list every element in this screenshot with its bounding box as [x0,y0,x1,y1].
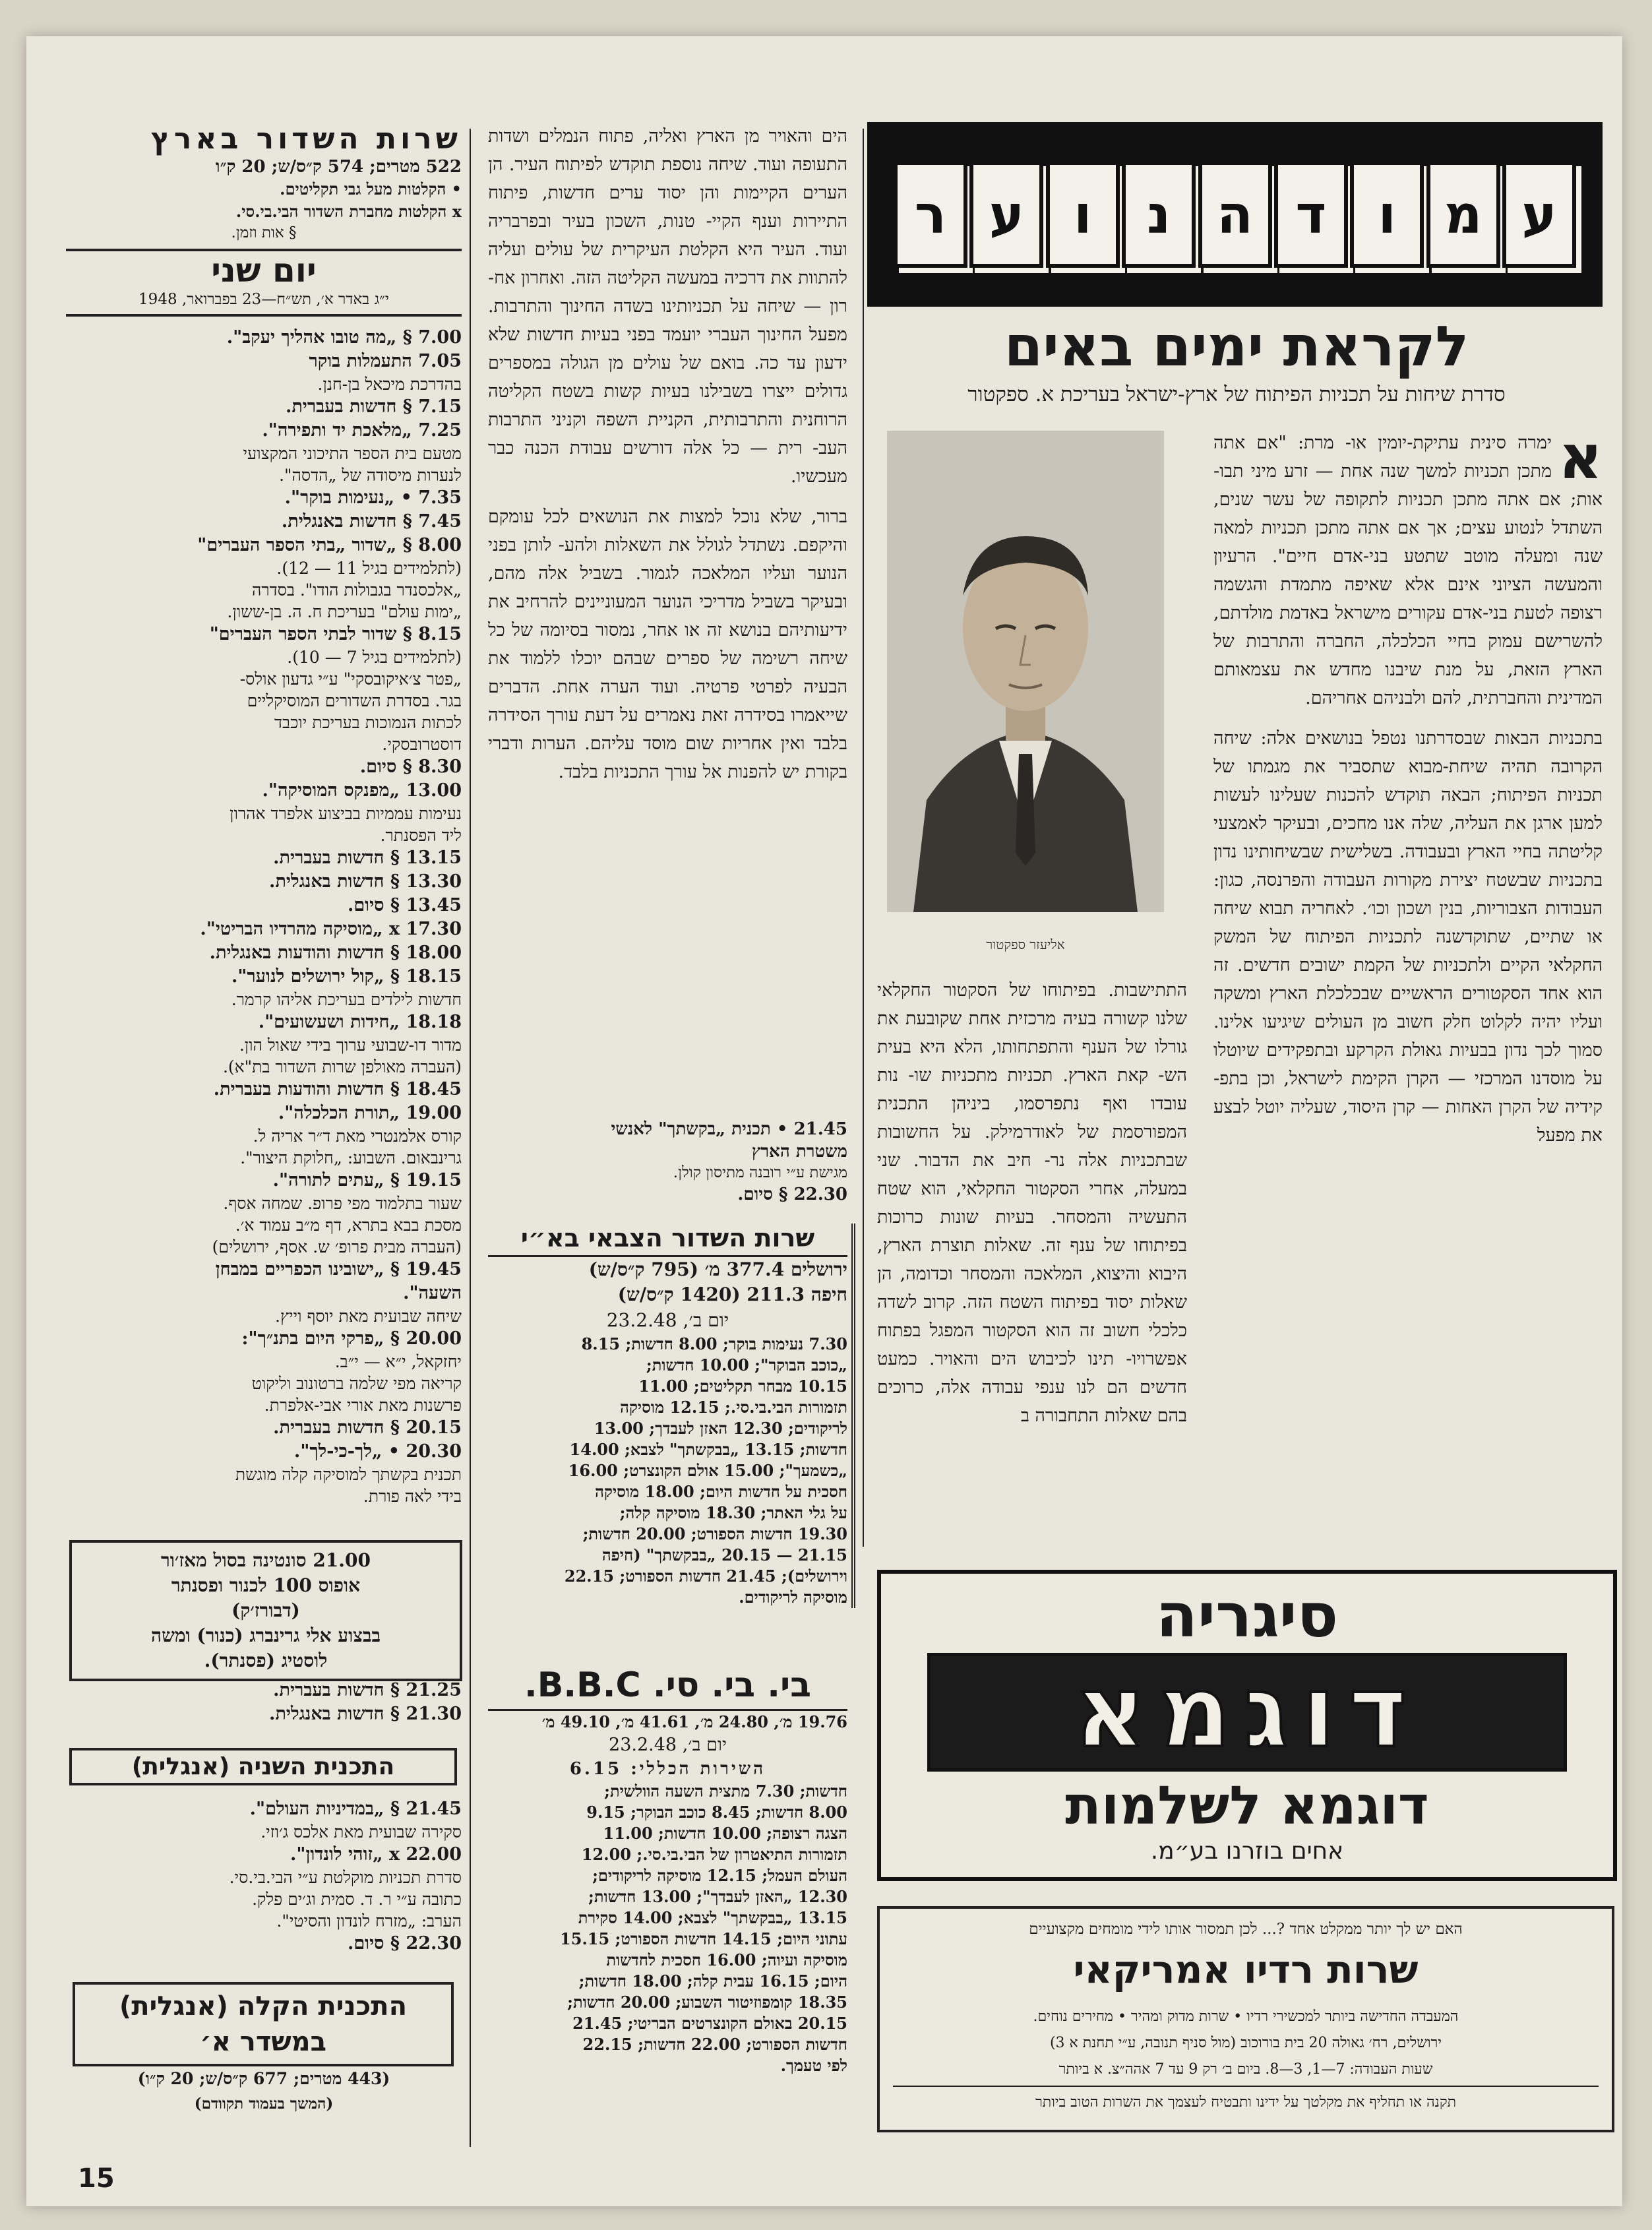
schedule-line: תזמורות הבי.בי.סי.; 12.15 מוסיקה [620,1398,847,1417]
schedule-line: חדשות; 13.15 „בבקשתך" לצבא; 14.00 [569,1440,847,1459]
schedule-line: מטעם בית הספר התיכוני המקצועי [243,444,462,463]
schedule-line: נעימות עממיות בביצוע אלפרד אהרון [229,804,462,823]
schedule-line: 13.15 § חדשות בעברית. [273,848,462,868]
schedule-line: 8.30 § סיום. [359,757,462,777]
schedule-entries [66,326,462,1507]
schedule-line: על גלי האתר; 18.30 מוסיקה קלה; [619,1503,847,1522]
schedule-date: י״ג באדר א׳, תש״ח—23 בפברואר, 1948 [66,290,462,317]
schedule-line: חסכית על חדשות היום; 18.00 מוסיקה [595,1482,847,1501]
schedule-line: 18.18 „חידות ושעשועים". [258,1012,462,1032]
schedule-line: חדשות הספורט; 22.00 חדשות; 22.15 [582,2035,847,2054]
ad2-line-1: המעבדה החדישה ביותר למכשירי רדיו • שרות מדוק ומהיר • מחירים נוחים. [1033,2008,1459,2025]
ad-maker: אחים בוזרנו בע״מ. [1150,1838,1344,1865]
schedule-line: דוסטרובסקי. [382,735,462,754]
schedule-title: שרות השדור בארץ [150,122,462,156]
ad2-title: שרות רדיו אמריקאי [1073,1947,1419,1992]
schedule-line: עתוני היום; 14.15 חדשות הספורט; 15.15 [560,1929,847,1948]
banner-letter-book: ר [894,161,967,268]
schedule-line: הצגה רצופה; 10.00 חדשות; 11.00 [603,1824,847,1843]
brand-logo [927,1653,1567,1772]
brand-logo-text: דוגמא [1074,1655,1421,1770]
schedule-line: 18.15 § „קול ירושלים לנוער". [231,966,462,987]
banner-letter-book: ע [1502,161,1576,268]
schedule-line: 10.15 מבחר תקליטים; 11.00 [638,1377,847,1396]
banner-letter-book: ו [1350,161,1424,268]
schedule-line: 8.00 § „שדור „בתי הספר העברים" [197,535,462,555]
schedule-line: 7.05 התעמלות בוקר [309,351,462,371]
schedule-line: משטרת הארץ [751,1142,847,1161]
schedule-line: 13.15 „בבקשתך" לצבא; 14.00 סקירת [578,1908,847,1927]
schedule-line: 20.00 § „פרקי היום בתנ״ך": [241,1328,462,1349]
concert-box [69,1540,462,1681]
schedule-line: שיחה שבועית מאת יוסף וייץ. [275,1307,462,1326]
light-program-title: התכנית הקלה (אנגלית) במשדר א׳ [119,1991,408,2057]
banner-letter-book: ו [1046,161,1120,268]
idf-freq-2: חיפה 211.3 (1420 ק״ס/ש) [617,1284,847,1305]
banner-letter-book: מ [1426,161,1500,268]
schedule-line: „פטר צ׳איקובסקי" ע״י גדעון אולס- [239,669,462,689]
schedule-line: שעור בתלמוד מפי פרופ. שמחה אסף. [223,1194,462,1213]
schedule-line: לוסטיג (פסנתר). [204,1650,328,1671]
schedule-line: 22.30 § סיום. [737,1185,847,1204]
schedule-line: מגישת ע״י רובנה מתיסון קולן. [673,1164,847,1181]
second-program-box [69,1748,457,1785]
schedule-line: 21.45 • תכנית „בקשתך" לאנשי [611,1119,847,1139]
light-program-box [73,1982,454,2066]
schedule-line: 7.00 § „מה טובו אהליך יעקב". [226,327,462,348]
schedule-freq: 522 מטרים; 574 ק״ס/ש; 20 ק״ו [215,157,462,177]
photo-caption: אליעזר ספקטור [986,937,1065,952]
schedule-line: 7.35 • „נעימות בוקר". [284,487,462,508]
article-paragraph-2: בתכניות הבאות שבסדרתנו נטפל בנושאים אלה: שיחה הקרובה תהיה שיחת-מבוא שתסביר את מגמתו של תכניות הפיתוח; הבאה תוקדש להכנות שעלינו לעשות למען ארגן את העליה, שלה אנו מחכים, ובעיקר לאמצעי קליטתה בחיי הארץ ובעבודה. בשלישית שבשיחותינו נדון בתכניות שבשטח יצירת מקורות העבודה והפרנסה, כגון: העבודות הצבוריות, בנין ושכון וכו׳. לאחריה תבוא שיחה או שתיים, שתוקדשנה לתכניות הפיתוח של המשק החקלאי הקיים ולתכניות של הקמת ישובים חדשים. זה הוא אחד הסקטורים הראשיים שבכלכלת הארץ ומשקה ועליו יהיה לקלוט חלק חשוב מן העולים שיגיעו אלינו. סמוך לכך נדון בבעיות גאולת הקרקע ובתפקידים שיוטלו על מוסדנו המרכזי — הקרן הקימת לישראל, וכן בתפ- קידיה של הקרן האחות — קרן היסוד, שעליה יוטל לבצע את מפעל [1213,728,1603,1146]
banner-letter-book: ה [1198,161,1272,268]
schedule-legend-1: • הקלטות מעל גבי תקליטים. [280,179,462,199]
schedule-line: מוסיקה ועיוה; 16.00 חסכית לחדשות [606,1950,847,1969]
banner-letters [894,162,1576,267]
schedule-line: בבצוע אלי גרינברג (כנור) ומשה [151,1625,381,1646]
schedule-line: „כשמעך"; 15.00 אולם הקונצרט; 16.00 [568,1461,847,1480]
schedule-line: 13.30 § חדשות באנגלית. [269,871,462,892]
bbc-section [488,1665,847,2076]
schedule-line: 8.00 חדשות; 8.45 כוכב הבוקר; 9.15 [586,1803,847,1822]
article-column-2 [877,976,1187,1543]
schedule-day: יום שני [211,251,317,290]
idf-radio-title: שרות השדור הצבאי בא״י [488,1223,847,1257]
article-column-1 [1213,429,1603,1537]
schedule-line: כתובה ע״י ר. ד. סמית וג׳ים פלק. [252,1890,462,1909]
schedule-line: 22.30 § סיום. [347,1933,462,1954]
schedule-line: קריאה מפי שלמה ברטונוב וליקוט [251,1374,462,1393]
ad2-line-2: ירושלים, רח׳ גאולה 20 בית בורוכוב (מול סניף תנובה, ע״י תחנת א 3) [1049,2035,1442,2051]
after-box-list [66,1679,462,1726]
schedule-line: 18.45 § חדשות והודעות בעברית. [213,1079,462,1100]
banner-letter-book: ד [1274,161,1348,268]
ad-cigarette-word: סיגריה [1155,1580,1339,1651]
schedule-line: 13.00 „מפנקס המוסיקה". [262,780,462,801]
schedule-line: 21.30 § חדשות באנגלית. [269,1704,462,1724]
schedule-line: בגר. בסדרת השדורים המוסיקליים [247,691,462,710]
schedule-line: לפי טעמך. [780,2056,847,2075]
schedule-line: 18.00 § חדשות והודעות באנגלית. [209,943,462,963]
schedule-line: 21.15 — 20.15 „בבקשתך" (חיפה [601,1545,847,1564]
article-subhead: סדרת שיחות על תכניות הפיתוח של ארץ-ישראל בעריכת א. ספקטור [967,383,1506,406]
schedule-line: 17.30 x „מוסיקה מהרדיו הבריטי". [200,919,462,939]
author-photo [887,431,1164,912]
schedule-line: היום; 16.15 עבית קלה; 18.00 חדשות; [578,1971,847,1991]
schedule-line: חדשות; 7.30 מתצית השעה הוולשית; [604,1781,847,1801]
bbc-program-list [488,1781,847,2076]
light-program-freq: (443 מטרים; 677 ק״ס/ש; 20 ק״ו) [137,2069,390,2088]
bbc-title: בי. בי. סי. B.B.C. [488,1665,847,1711]
schedule-line: קורס אלמנטרי מאת ד״ר אריה ל. [253,1127,462,1146]
schedule-line: 19.00 „תורת הכלכלה". [278,1103,462,1123]
schedule-line: מוסיקה לריקודים. [739,1588,847,1607]
schedule-line: „אלכסנדר בגבולות הודו". בסדרה [251,580,462,600]
schedule-line: ליד הפסנתר. [380,826,462,845]
schedule-line: 21.00 סונטינה בסול מאז׳ור [160,1549,371,1571]
police-program [488,1118,847,1206]
schedule-line: 19.15 § „עתים לתורה". [272,1170,462,1191]
schedule-line: 19.30 חדשות הספורט; 20.00 חדשות; [582,1524,847,1543]
schedule-line: „ימות עולם" בעריכת ח. ה. בן-ששון. [227,602,462,621]
article-paragraph-1: ימרה סינית עתיקת-יומין או- מרת: "אם אתה מתכן תכניות למשך שנה אחת — זרע מיני תבו- אות; אם אתה מתכן תכניות לתקופה של עשר שנים, השתדל לנטוע עצים; אך אם אתה מתכן תכניות למאה שנה ומעלה מוטב שתטע בני-אדם חיים". הרעיון והמעשה הציוני אינם אלא שאיפה מתמדת והגשמה רצופה לטעת בני-אדם עקורים מישראל באדמת מולדתם, להשרישם עמוק בחיי הכלכלה, החברה והתרבות של הארץ הזאת, על מנת שיבנו מחדש את עצמאותם המדינית והחברתית, להם ולבניהם אחריהם. [1213,433,1603,708]
cigarette-ad [877,1570,1617,1881]
article-paragraph-4: הים והאויר מן הארץ ואליה, פתוח הנמלים ושדות התעופה ועוד. שיחה נוספת תוקדש לפיתוח העיר. הן הערים הקיימות והן יסוד ערים חדשות, פיתוח התיירות וענף הקיי- טנות, השכון בעיר ובפרבריה ועוד. העיר היא הקלטת העיקרית של עולים ועליה להתוות את דרכיה במעשה הקליטה הזה. ואחרון אח- רון — שיחה על תכניותינו בשדה החינוך והתרבות. מפעל החינוך העברי יועמד בפני בעיות חדשות שלא ידעון עד כה. בואם של עולים מן הגולה במספרים גדולים ייצרו בשבילנו בעיות קשות בשטח הקליטה הרוחנית והתרבותית, הקניית השפה וקניני התרבות העב- רית — כל אלה דורשים עבודת הכנה כבר מעכשיו. [488,126,847,487]
schedule-line: העולם העמל; 12.15 מוסיקה לריקודים; [592,1866,847,1885]
schedule-line: הערב: „מזרח לונדון והסיטי". [276,1911,462,1931]
schedule-legend-3: § אות וזמן. [231,224,297,241]
schedule-line: השעה". [403,1283,462,1303]
second-program-title: התכנית השניה (אנגלית) [131,1753,395,1780]
schedule-line: מדור דו-שבועי ערוך בידי שאול הון. [239,1036,462,1055]
radio-service-ad [877,1906,1614,2132]
schedule-line: לריקודים; 12.30 האזן לעבדך; 13.00 [594,1419,847,1438]
bbc-service: השירות הכללי: 6.15 [569,1759,766,1779]
schedule-line: אופוס 100 לכנור ופסנתר [171,1574,361,1596]
schedule-line: 7.45 § חדשות באנגלית. [281,511,462,532]
second-program-entries [66,1797,462,1956]
ad-slogan: דוגמא לשלמות [1065,1775,1429,1836]
concert-lines [81,1548,450,1673]
schedule-line: 20.30 • „לך-כי-לך". [293,1441,462,1462]
continued-note: (המשך בעמוד תקוודם) [194,2095,334,2113]
schedule-line: (לתלמידים בגיל 7 — 10). [287,648,462,667]
bbc-date: יום ב׳, 23.2.48 [609,1735,727,1755]
schedule-line: 7.25 „מלאכת יד ותפירה". [262,420,462,441]
idf-date: יום ב׳, 23.2.48 [606,1309,729,1331]
page-number: 15 [78,2163,115,2194]
schedule-line: חדשות לילדים בעריכת אליהו קרמר. [231,990,462,1009]
schedule-line: 7.15 § חדשות בעברית. [285,396,462,417]
schedule-line: „כוכב הבוקר"; 10.00 חדשות; [646,1355,847,1375]
column-rule [863,129,864,1547]
schedule-line: תזמורות התיאטרון של הבי.בי.סי.; 12.00 [581,1845,847,1864]
schedule-line: 20.15 באולם הקונצרטים הבריטי; 21.45 [572,2014,847,2033]
drop-cap: א [1558,429,1603,493]
schedule-line: 13.45 § סיום. [347,895,462,915]
schedule-line: (העברה מבית פרופ׳ ש. אסף, ירושלים) [212,1237,462,1256]
article-paragraph-3: התתישבות. בפיתוחו של הסקטור החקלאי שלנו קשורה בעיה מרכזית אחת שקובעת את גורלו של הענף והתפתחותו, הלא היא בעית הש- קאת הארץ. תכניות מתכניות שו- נות עובדו ואף נתפרסמו, ביניהן התכנית המפורסמת של לאודרמילק. על החשובות שבתכניות אלה נר- חיב את הדבור. שני במעלה, אחרי הסקטור החקלאי, הוא שטח התעשיה והמסחר. בעיות שונות כרוכות בפיתוחו של ענף זה. שאלות תוצרת הארץ, היבוא והיצוא, המלאכה והמסחר וכדומה, הן שאלות יסוד בפיתוח השטח הזה. קרוב לשדה כלכלי חשוב זה הוא הסקטור המפגל בפתוח אפשרויו- תינו לכיבוש הים והאויר. כמעט חדשים הם לנו ענפי עבודה אלה, כרוכים בהם שאלות התחבורה ב [877,980,1187,1426]
schedule-line: (לתלמידים בגיל 11 — 12). [276,559,462,578]
after-box-entries [66,1679,462,1726]
second-program-list [66,1797,462,1956]
column-rule [470,129,471,2147]
schedule-line: 8.15 § שדור לבתי הספר העברים" [209,624,462,644]
column-banner [867,122,1603,307]
schedule-line: לנערות מיסודה של „הדסה". [279,466,462,485]
schedule-line: בהדרכת מיכאל בן-חנן. [317,375,462,394]
banner-letter-book: ע [969,161,1043,268]
schedule-line: 12.30 „האזן לעבדך"; 13.00 חדשות; [588,1887,847,1906]
ad2-line-3: שעות העבודה: 7—1, 3—8. ביום ב׳ רק 9 עד 7 אהה״צ. א ביותר [1058,2061,1433,2078]
schedule-line: 22.00 x „זוהי לונדון". [290,1844,462,1865]
schedule-line: בידי לאה פורת. [363,1487,462,1506]
radio-schedule [66,122,462,1507]
newspaper-page [26,36,1622,2206]
schedule-line: 21.45 § „במדיניות העולם". [249,1799,462,1819]
schedule-line: 20.15 § חדשות בעברית. [273,1417,462,1438]
schedule-line: גרינבאום. השבוע: „חלוקת היצור". [240,1148,462,1167]
schedule-line: וירושלים); 21.45 חדשות הספורט; 22.15 [564,1566,847,1586]
ad2-line-4: תקנה או תחליף את מקלטך על ידינו ותבטיח לעצמך את השרות הטוב ביותר [1035,2094,1457,2111]
article-paragraph-5: ברור, שלא נוכל למצות את הנושאים לכל עומקם והיקפם. נשתדל לגולל את השאלות ולהע- לותן בפני הנוער ועליו המלאכה לגמור. בשביל אלה מהם, ובעיקר בשביל מדריכי הנוער המעוניינים להרחיב את ידיעותיהם בנושא זה או אחר, נמסור בסיומה של כל שיחה רשימה של ספרים שבהם יוכלו ללמוד את הבעיה לפרטי פרטיה. ועוד הערה אחת. הדברים שייאמרו בסידרה זאת נאמרים על דעת עורך הסידרה בלבד ואין אחריות שום מוסד עליהם. הערות ודברי בקורת יש להפנות אל עורך התכניות בלבד. [488,507,847,782]
schedule-line: פרשנות מאת אורי אבי-אלפרת. [264,1396,462,1415]
schedule-line: סקירה שבועית מאת אלכס ג׳וזי. [260,1822,462,1842]
schedule-line: תכנית בקשתך למוסיקה קלה מוגשת [235,1465,462,1484]
schedule-line: (דבורז׳ק) [231,1599,300,1621]
ad2-question: האם יש לך יותר ממקלט אחד ?... לכן תמסור אותו לידי מומחים מקצועיים [1029,1921,1463,1938]
schedule-line: יחזקאל, י״א — י״ב. [334,1352,462,1371]
schedule-line: סדרת תכניות מוקלטת ע״י הבי.בי.סי. [229,1868,462,1887]
schedule-legend-2: x הקלטות מחברת השדור הבי.בי.סי. [235,202,462,221]
banner-letter-book: נ [1122,161,1196,268]
schedule-line: (העברה מאולפן שרות השדור בת"א). [222,1057,462,1076]
schedule-line: 21.25 § חדשות בעברית. [273,1680,462,1700]
idf-radio-section [488,1223,855,1608]
article-column-3 [488,122,847,1111]
bbc-freqs: 19.76 מ׳, 24.80 מ׳, 41.61 מ׳, 49.10 מ׳ [541,1712,847,1731]
article-headline: לקראת ימים באים [1004,314,1469,379]
schedule-line: 18.35 קומפוזיטור השבוע; 20.00 חדשות; [567,1993,847,2012]
schedule-line: מסכת בבא בתרא, דף מ״ב עמוד א׳. [235,1216,462,1235]
schedule-line: 19.45 § „ישובינו הכפריים במבחן [215,1259,462,1280]
idf-program-list [488,1334,847,1608]
schedule-line: 7.30 נעימות בוקר; 8.00 חדשות; 8.15 [581,1334,847,1353]
schedule-line: לכתות הנמוכות בעריכת יוכבד [274,713,462,732]
idf-freq-1: ירושלים 377.4 מ׳ (795 ק״ס/ש) [588,1258,847,1280]
